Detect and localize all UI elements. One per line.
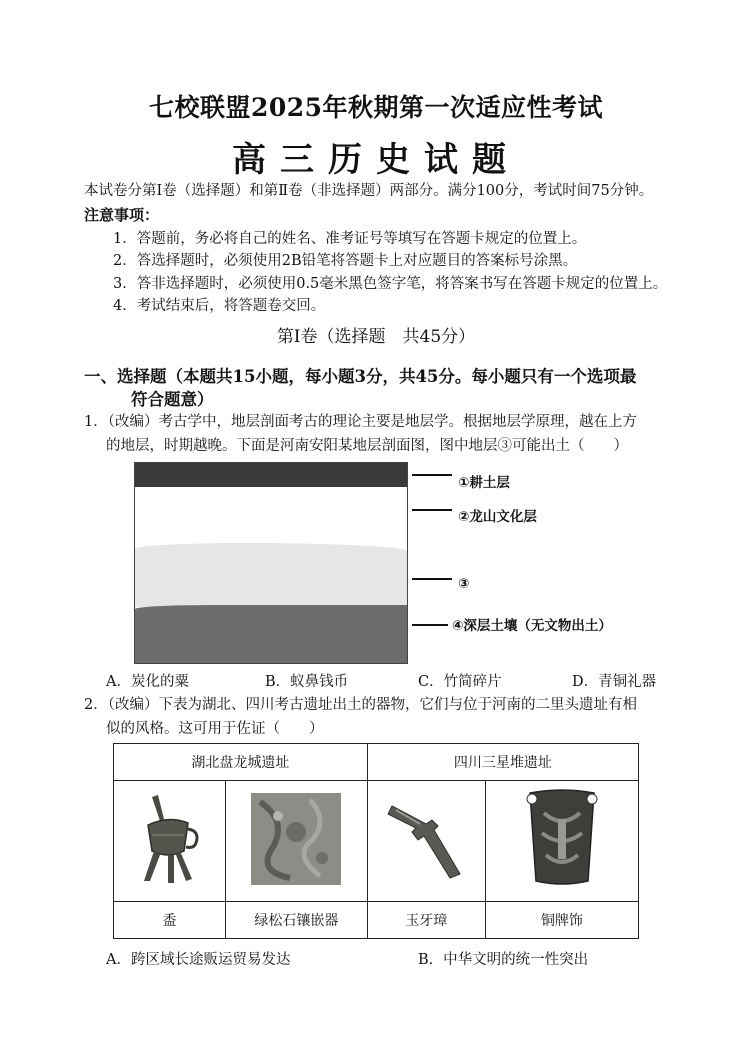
question-2-text: 2．（改编）下表为湖北、四川考古遗址出土的器物，它们与位于河南的二里头遗址有相 xyxy=(84,697,637,713)
question-1-text-cont: 的地层，时期越晚。下面是河南安阳某地层剖面图，图中地层③可能出土（ ） xyxy=(106,438,628,454)
section-heading: 一、选择题（本题共15小题，每小题3分，共45分。每小题只有一个选项最 xyxy=(84,367,637,386)
leader-line xyxy=(412,624,448,626)
layer-label: ①耕土层 xyxy=(458,475,510,491)
note-item: 1．答题前，务必将自己的姓名、准考证号等填写在答题卡规定的位置上。 xyxy=(113,231,587,247)
layer-2-longshan xyxy=(135,487,407,545)
option-c: C．竹简碎片 xyxy=(418,674,502,690)
note-item: 4．考试结束后，将答题卷交回。 xyxy=(113,298,326,314)
artifact-image-he xyxy=(114,781,226,902)
notes-heading: 注意事项： xyxy=(84,206,160,224)
exam-title: 七校联盟2025年秋期第一次适应性考试 xyxy=(148,93,604,122)
jade-yazhang-image xyxy=(386,794,466,884)
site-header-sanxingdui: 四川三星堆遗址 xyxy=(367,744,638,781)
artifact-name: 铜牌饰 xyxy=(485,902,638,939)
bronze-plaque-image xyxy=(522,789,602,889)
section-title: 第Ⅰ卷（选择题 共45分） xyxy=(276,327,476,347)
option-b: B．蚁鼻钱币 xyxy=(265,674,349,690)
artifact-image-turquoise xyxy=(225,781,367,902)
site-header-panlongcheng: 湖北盘龙城遗址 xyxy=(114,744,368,781)
artifact-table xyxy=(113,743,639,939)
option-b: B．中华文明的统一性突出 xyxy=(418,952,589,968)
bronze-he-vessel-image xyxy=(134,789,204,889)
leader-line xyxy=(412,509,452,511)
artifact-name: 绿松石镶嵌器 xyxy=(225,902,367,939)
leader-line xyxy=(412,474,452,476)
intro-text: 本试卷分第Ⅰ卷（选择题）和第Ⅱ卷（非选择题）两部分。满分100分，考试时间75分钟。 xyxy=(84,183,654,199)
note-item: 2．答选择题时，必须使用2B铅笔将答题卡上对应题目的答案标号涂黑。 xyxy=(113,253,578,269)
strata-diagram xyxy=(134,462,408,664)
option-d: D．青铜礼器 xyxy=(572,674,657,690)
option-a: A．炭化的粟 xyxy=(106,674,189,690)
artifact-image-plaque xyxy=(485,781,638,902)
option-a: A．跨区域长途贩运贸易发达 xyxy=(106,952,291,968)
turquoise-inlay-image xyxy=(250,792,342,886)
layer-label: ②龙山文化层 xyxy=(458,509,537,525)
leader-line xyxy=(412,578,452,580)
artifact-image-yazhang xyxy=(367,781,485,902)
layer-label: ④深层土壤（无文物出土） xyxy=(452,618,612,634)
layer-3 xyxy=(135,543,407,607)
question-1-text: 1．（改编）考古学中，地层剖面考古的理论主要是地层学。根据地层学原理，越在上方 xyxy=(84,414,637,430)
layer-1-plough-soil xyxy=(135,463,407,487)
layer-4-deep-soil xyxy=(135,605,407,663)
note-item: 3．答非选择题时，必须使用0.5毫米黑色签字笔，将答案书写在答题卡规定的位置上。 xyxy=(113,276,668,292)
artifact-name: 玉牙璋 xyxy=(367,902,485,939)
layer-label: ③ xyxy=(458,576,470,592)
subject-title: 高三历史试题 xyxy=(232,140,520,180)
section-heading-cont: 符合题意） xyxy=(131,390,214,409)
question-2-text-cont: 似的风格。这可用于佐证（ ） xyxy=(106,721,324,737)
artifact-name: 盉 xyxy=(114,902,226,939)
